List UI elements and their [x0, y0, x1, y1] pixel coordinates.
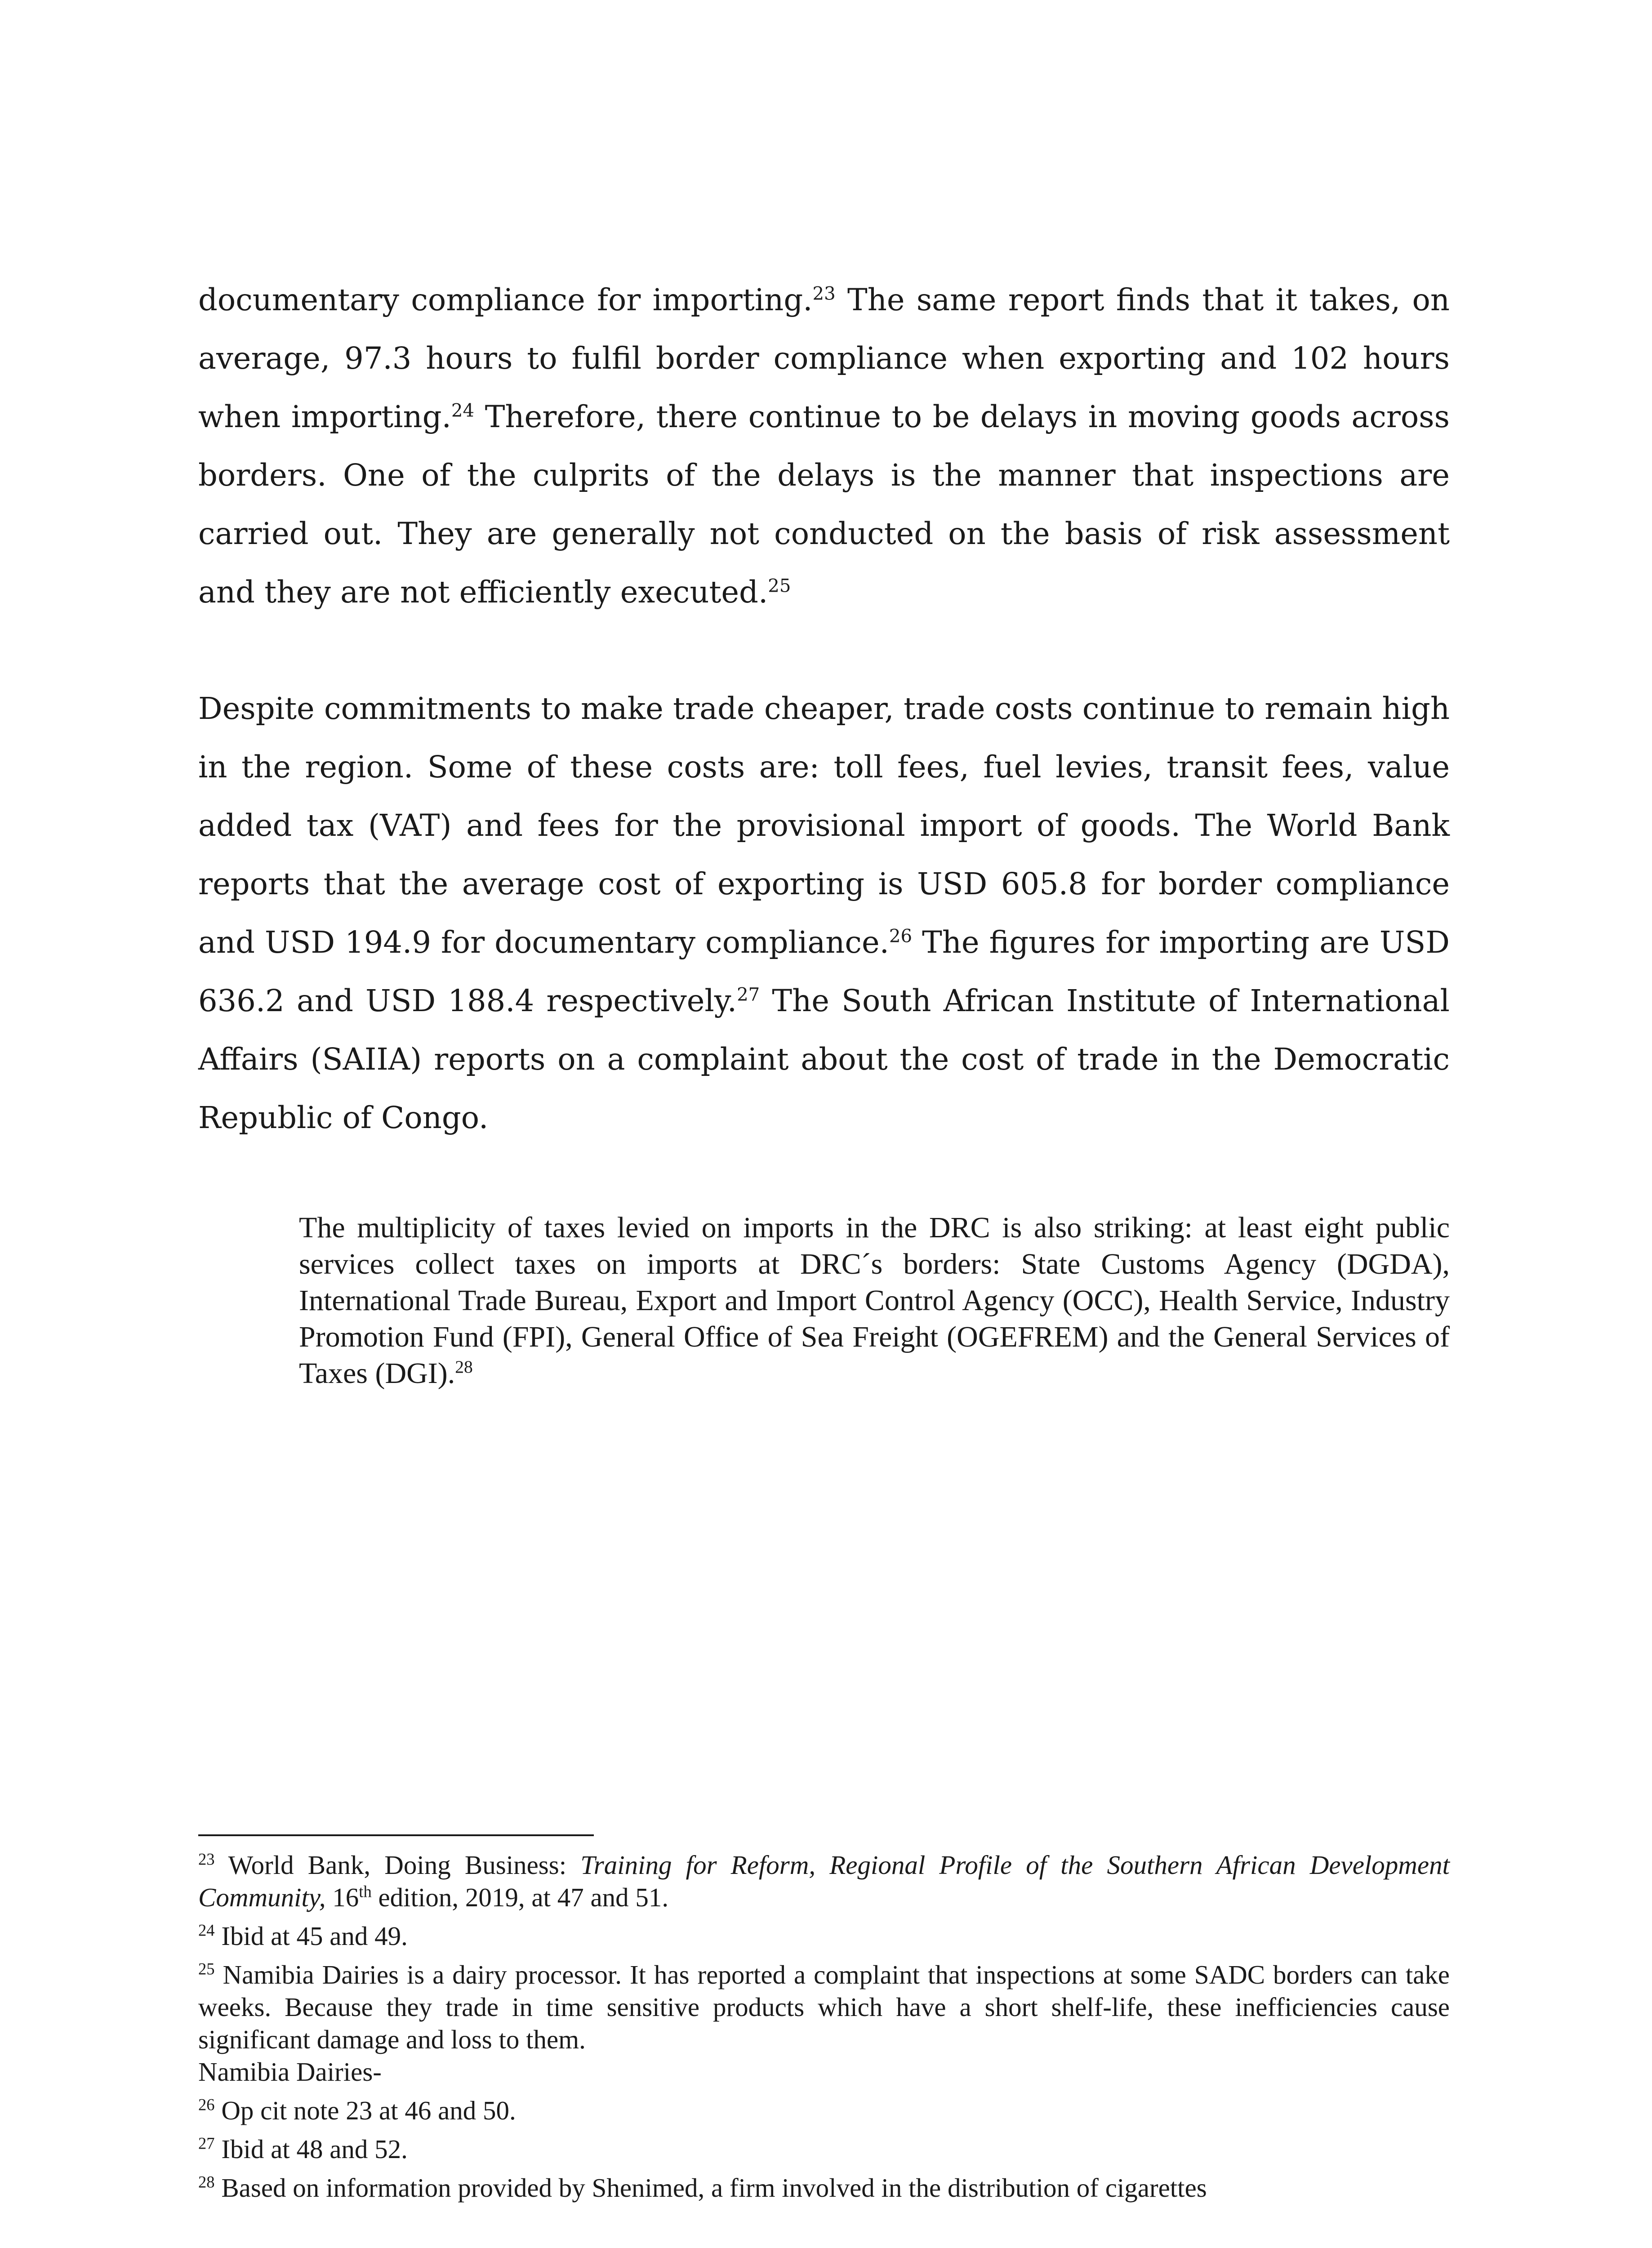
footnote-text: 16 [325, 1882, 359, 1912]
footnote-26 [198, 2094, 1450, 2127]
body-paragraph [198, 271, 1450, 621]
footnote-28 [198, 2172, 1450, 2204]
footnote-ref[interactable]: 27 [737, 984, 760, 1005]
footnote-25 [198, 1958, 1450, 2088]
footnote-text: Based on information provided by Shenimed, a firm involved in the distribution of cigarettes [214, 2173, 1207, 2203]
footnote-separator [198, 1834, 594, 1836]
footnote-text: Ibid at 48 and 52. [214, 2134, 408, 2164]
footnote-ref[interactable]: 23 [812, 283, 836, 304]
footnote-27 [198, 2133, 1450, 2165]
paragraph-text: The figures for importing are USD 636.2 and USD 188.4 respectively. [198, 925, 1450, 1018]
footnote-text: Ibid at 45 and 49. [214, 1921, 408, 1951]
footnote-ref[interactable]: 24 [451, 400, 475, 421]
footnote-text: Op cit note 23 at 46 and 50. [214, 2096, 516, 2125]
footnote-text: World Bank, Doing Business: [214, 1850, 581, 1880]
footnote-number: 23 [198, 1850, 215, 1869]
footnote-ref[interactable]: 25 [768, 575, 791, 597]
footnote-text: Namibia Dairies- [198, 2057, 382, 2087]
footnote-number: 26 [198, 2095, 215, 2114]
block-quote [299, 1209, 1450, 1392]
footnote-text: edition, 2019, at 47 and 51. [371, 1882, 669, 1912]
footnote-24 [198, 1920, 1450, 1952]
footnotes [198, 1849, 1450, 2210]
paragraph-text: Despite commitments to make trade cheaper, trade costs continue to remain high in the region. Some of these costs are: toll fees, fuel levies, transit fees, value added tax (VAT) and fees for the provisional import of goods. The World Bank reports that the average cost of exporting is USD 605.8 for border compliance and USD 194.9 for documentary compliance. [198, 691, 1450, 960]
quote-text: The multiplicity of taxes levied on imports in the DRC is also striking: at least eight public services collect taxes on imports at DRC´s borders: State Customs Agency (DGDA), International Trade Bureau, Export and Import Control Agency (OCC), Health Service, Industry Promotion Fund (FPI), General Office of Sea Freight (OGEFREM) and the General Services of Taxes (DGI). [299, 1211, 1450, 1390]
footnote-text: Namibia Dairies is a dairy processor. It has reported a complaint that inspections at some SADC borders can take weeks. Because they trade in time sensitive products which have a short shelf-life, these inefficiencies cause significant damage and loss to them. [198, 1960, 1450, 2054]
ordinal-suffix: th [359, 1882, 372, 1901]
footnote-number: 27 [198, 2134, 215, 2153]
footnote-23 [198, 1849, 1450, 1913]
footnote-ref[interactable]: 26 [889, 926, 913, 947]
paragraph-text: Therefore, there continue to be delays in moving goods across borders. One of the culprits of the delays is the manner that inspections are carried out. They are generally not conducted on the basis of risk assessment and they are not efficiently executed. [198, 399, 1450, 610]
footnote-title: Training for Reform, Regional Profile of the Southern African Development Community, [198, 1850, 1450, 1912]
body-paragraph [198, 679, 1450, 1147]
paragraph-text: documentary compliance for importing. [198, 282, 813, 317]
footnote-number: 28 [198, 2172, 215, 2191]
paragraph-text: The South African Institute of International Affairs (SAIIA) reports on a complaint about the cost of trade in the Democratic Republic of Congo. [198, 983, 1450, 1135]
footnote-ref[interactable]: 28 [455, 1357, 473, 1377]
paragraph-text: The same report finds that it takes, on average, 97.3 hours to fulfil border compliance when exporting and 102 hours when importing. [198, 282, 1450, 434]
footnote-number: 25 [198, 1959, 215, 1978]
footnote-number: 24 [198, 1921, 215, 1940]
